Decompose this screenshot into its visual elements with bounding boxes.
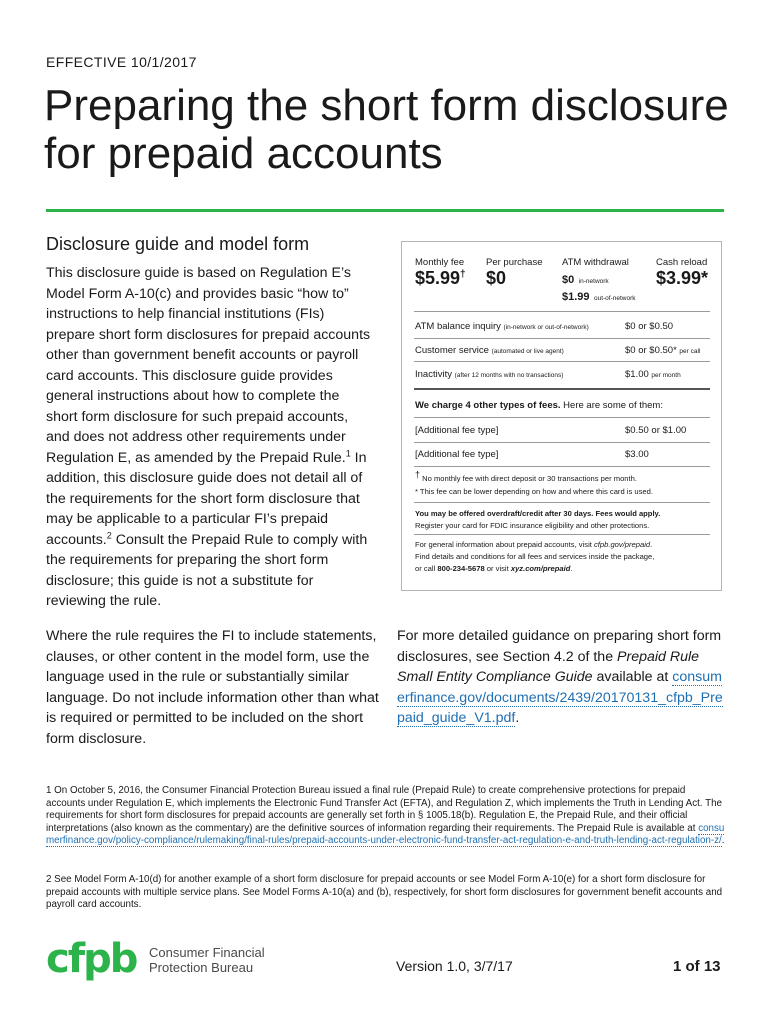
phone-number[interactable]: 800-234-5678 (437, 564, 485, 573)
fee-row-value: $1.00 per month (625, 369, 681, 380)
fee-row-label: Customer service (automated or live agent) (415, 345, 564, 356)
cfpb-logo (46, 936, 141, 984)
additional-fee-label: [Additional fee type] (415, 425, 499, 436)
other-fees-statement: We charge 4 other types of fees. Here are some of them: (415, 400, 663, 411)
form-divider (414, 534, 710, 535)
monthly-fee-mark: † (460, 269, 466, 280)
fee-row-value: $0 or $0.50* per call (625, 345, 701, 356)
header-per-purchase: Per purchase (486, 257, 543, 268)
footnote-1: 1 On October 5, 2016, the Consumer Financial Protection Bureau issued a final rule (Prepaid Rule) to create comprehensive protections for prepaid accounts under Regulation E, which implements the Electronic Fund Transfer Act (EFTA), and Regulation Z, which implements the Truth in Lending Act. The requirements for short form disclosures for prepaid accounts are generally set forth in § 1005.18(b). Regulation E, the Prepaid Rule, and their official interpretations (also known as the commentary) are the definitive sources of information regarding their requirements. The Prepaid Rule is available at consumerfinance.gov/policy-compliance/rulemaking/final-rules/prepaid-accounts-under-electronic-fund-transfer-act-regulation-e-and-truth-lending-act-regulation-z/. (46, 785, 725, 847)
issuer-website-link[interactable]: xyz.com/prepaid (510, 564, 571, 573)
body-paragraph-3: For more detailed guidance on preparing short form disclosures, see Section 4.2 of the Prepaid Rule Small Entity Compliance Guide available at consumerfinance.gov/documents/2439/20170131_cfpb_Prepaid_guide_V1.pdf. (397, 628, 723, 726)
fee-row-label: ATM balance inquiry (in-network or out-of-network) (415, 321, 589, 332)
contact-info: or call 800-234-5678 or visit xyz.com/prepaid. (415, 564, 573, 573)
header-monthly-fee: Monthly fee (415, 257, 465, 268)
page-number: 1 of 13 (673, 958, 721, 975)
atm-out-of-network: $1.99 out-of-network (562, 291, 636, 303)
form-divider (414, 417, 710, 418)
footnote-ref-1[interactable]: 1 (345, 447, 351, 458)
header-cash-reload: Cash reload (656, 257, 708, 268)
compliance-guide-link[interactable]: consumerfinance.gov/documents/2439/20170131_cfpb_Prepaid_guide_V1.pdf (397, 669, 723, 726)
compliance-guide-title: Prepaid Rule Small Entity Compliance Guide (397, 648, 700, 685)
header-atm-withdrawal: ATM withdrawal (562, 257, 629, 268)
prepaid-rule-link[interactable]: consumerfinance.gov/policy-compliance/rulemaking/final-rules/prepaid-accounts-under-electronic-fund-transfer-act-regulation-e-and-truth-lending-act-regulation-z/ (46, 822, 725, 847)
form-divider (414, 442, 710, 443)
fee-row-label: Inactivity (after 12 months with no transactions) (415, 369, 564, 380)
footnote-2: 2 See Model Form A-10(d) for another example of a short form disclosure for prepaid accounts or see Model Form A-10(e) for a short form disclosure for prepaid accounts with multiple service plans. See Model Forms A-10(a) and (b), respectively, for short form disclosures for government benefit accounts and payroll card accounts. (46, 874, 723, 911)
register-notice: Register your card for FDIC insurance eligibility and other protections. (415, 521, 650, 530)
intro-text-c: Consult the Prepaid Rule to comply with the requirements for preparing the short form disclosure; this guide is not a substitute for reviewing the rule. (46, 531, 368, 609)
form-divider (414, 338, 710, 339)
form-divider (414, 388, 710, 390)
general-info: For general information about prepaid accounts, visit cfpb.gov/prepaid. (415, 540, 653, 549)
fee-row-value: $0 or $0.50 (625, 321, 674, 332)
additional-fee-value: $3.00 (625, 449, 649, 460)
logo-wordmark: cfpb (46, 936, 137, 982)
model-form (401, 241, 722, 591)
footnote-asterisk: * This fee can be lower depending on how and where this card is used. (415, 487, 653, 496)
form-divider (414, 361, 710, 362)
footnote-dagger: † No monthly fee with direct deposit or 30 transactions per month. (415, 469, 637, 483)
version-label: Version 1.0, 3/7/17 (396, 958, 513, 974)
intro-text-b: In addition, this disclosure guide does not detail all of the requirements for the short form disclosure that may be applicable to a particular FI’s prepaid accounts. (46, 449, 367, 548)
per-purchase-value: $0 (486, 268, 507, 288)
footnote-ref-2[interactable]: 2 (106, 529, 112, 540)
monthly-fee-value: $5.99† (415, 268, 466, 288)
additional-fee-label: [Additional fee type] (415, 449, 499, 460)
atm-in-network: $0 in-network (562, 274, 609, 286)
intro-paragraph (46, 263, 372, 612)
bureau-name: Consumer Financial Protection Bureau (149, 945, 265, 975)
section-heading: Disclosure guide and model form (46, 234, 310, 254)
intro-text-a: This disclosure guide is based on Regulation E’s Model Form A-10(c) and provides basic “how to” instructions to help financial institutions (FIs) prepare short form disclosures for prepaid accounts other than government benefit accounts or payroll card accounts. This disclosure guide provides general instructions about how to complete the short form disclosure for such prepaid accounts, and does not address other requirements under Regulation E, as amended by the Prepaid Rule. (46, 265, 371, 466)
form-divider (414, 311, 710, 312)
cash-reload-value: $3.99* (656, 268, 709, 288)
find-details: Find details and conditions for all fees and services inside the package, (415, 552, 655, 561)
additional-fee-value: $0.50 or $1.00 (625, 425, 687, 436)
form-divider (414, 502, 710, 503)
form-divider (414, 466, 710, 467)
page-title: Preparing the short form disclosure for prepaid accounts (44, 81, 729, 178)
cfpb-prepaid-link[interactable]: cfpb.gov/prepaid (593, 540, 651, 549)
overdraft-notice: You may be offered overdraft/credit after 30 days. Fees would apply. (415, 509, 661, 518)
body-paragraph-2: Where the rule requires the FI to include statements, clauses, or other content in the model form, use the language used in the rule or substantially similar language. Do not include information other than what is required or permitted to be included on the short form disclosure. (46, 628, 379, 747)
title-divider (46, 209, 724, 212)
effective-date: EFFECTIVE 10/1/2017 (46, 54, 197, 70)
